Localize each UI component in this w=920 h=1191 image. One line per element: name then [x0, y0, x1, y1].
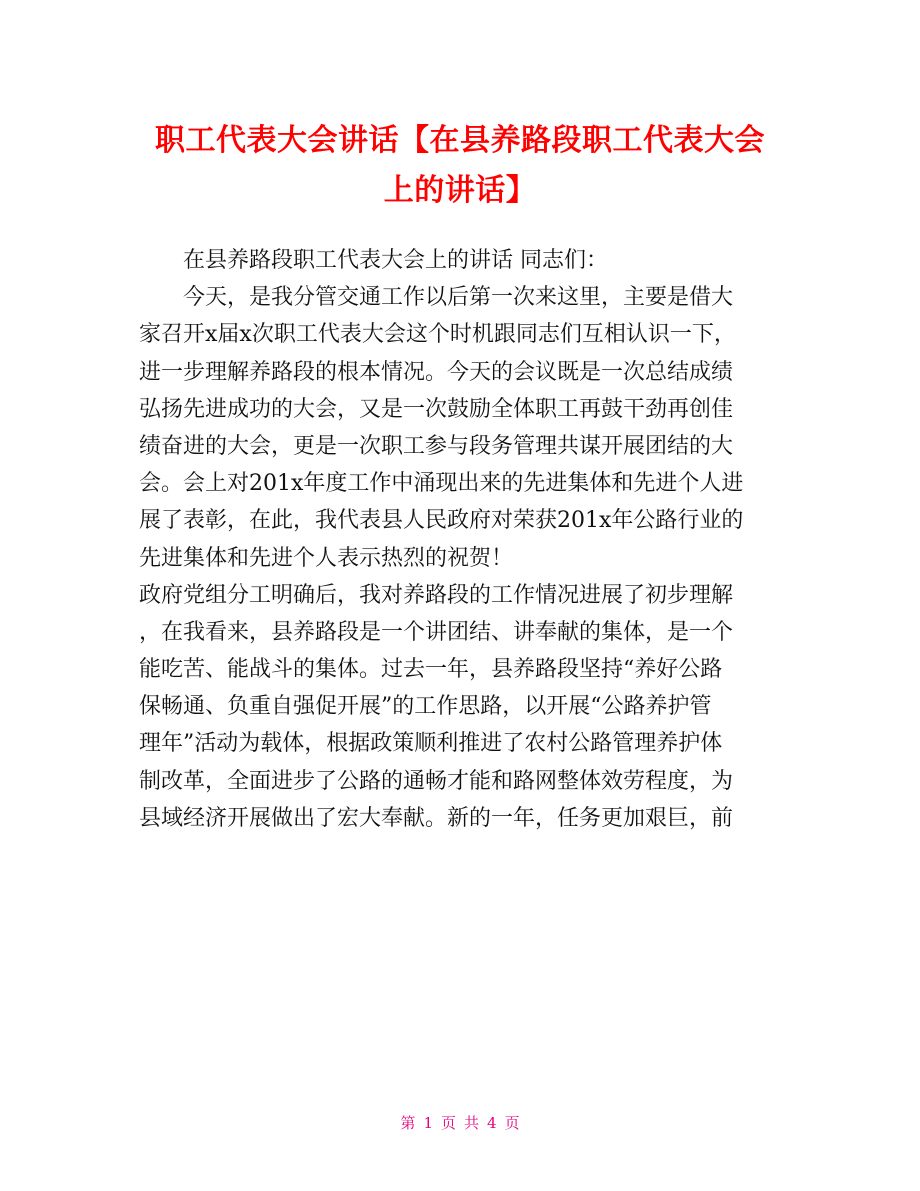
body-text-line: 理年”活动为载体，根据政策顺利推进了农村公路管理养护体 [139, 731, 723, 757]
body-text-line: 能吃苦、能战斗的集体。过去一年，县养路段坚持“养好公路 [139, 657, 723, 683]
body-text-line: 家召开x届x次职工代表大会这个时机跟同志们互相认识一下， [139, 322, 736, 348]
body-text-line: 会。会上对201x年度工作中涌现出来的先进集体和先进个人进 [139, 471, 744, 497]
footer-total-prefix: 共 [464, 1114, 480, 1132]
body-text-line: 展了表彰，在此，我代表县人民政府对荣获201x年公路行业的 [139, 508, 744, 534]
body-text-line: 先进集体和先进个人表示热烈的祝贺！ [139, 545, 514, 571]
current-page-number: 1 [423, 1114, 433, 1132]
body-text-line: 绩奋进的大会，更是一次职工参与段务管理共谋开展团结的大 [139, 433, 734, 459]
body-text-line: 在县养路段职工代表大会上的讲话 同志们： [183, 248, 608, 273]
footer-page-word: 页 [440, 1114, 456, 1132]
title-line-1: 职工代表大会讲话【在县养路段职工代表大会 [155, 123, 765, 158]
total-pages-number: 4 [487, 1114, 497, 1132]
document-title [130, 116, 790, 216]
body-text-line: 政府党组分工明确后，我对养路段的工作情况进展了初步理解 [139, 582, 734, 608]
body-text-line: ，在我看来，县养路段是一个讲团结、讲奉献的集体，是一个 [139, 619, 734, 645]
body-text-line: 县域经济开展做出了宏大奉献。新的一年，任务更加艰巨，前 [139, 805, 734, 831]
body-text-line: 保畅通、负重自强促开展”的工作思路，以开展“公路养护管 [139, 694, 712, 720]
page-footer [0, 1112, 920, 1133]
body-text-line: 弘扬先进成功的大会，又是一次鼓励全体职工再鼓干劲再创佳 [139, 396, 734, 422]
title-line-2: 上的讲话】 [383, 173, 537, 208]
body-text-line: 今天，是我分管交通工作以后第一次来这里，主要是借大 [183, 285, 734, 311]
body-text-line: 进一步理解养路段的根本情况。今天的会议既是一次总结成绩 [139, 359, 734, 385]
body-text-line: 制改革，全面进步了公路的通畅才能和路网整体效劳程度，为 [139, 768, 734, 794]
footer-prefix: 第 [400, 1114, 416, 1132]
document-body [139, 242, 784, 837]
footer-total-suffix: 页 [504, 1114, 520, 1132]
